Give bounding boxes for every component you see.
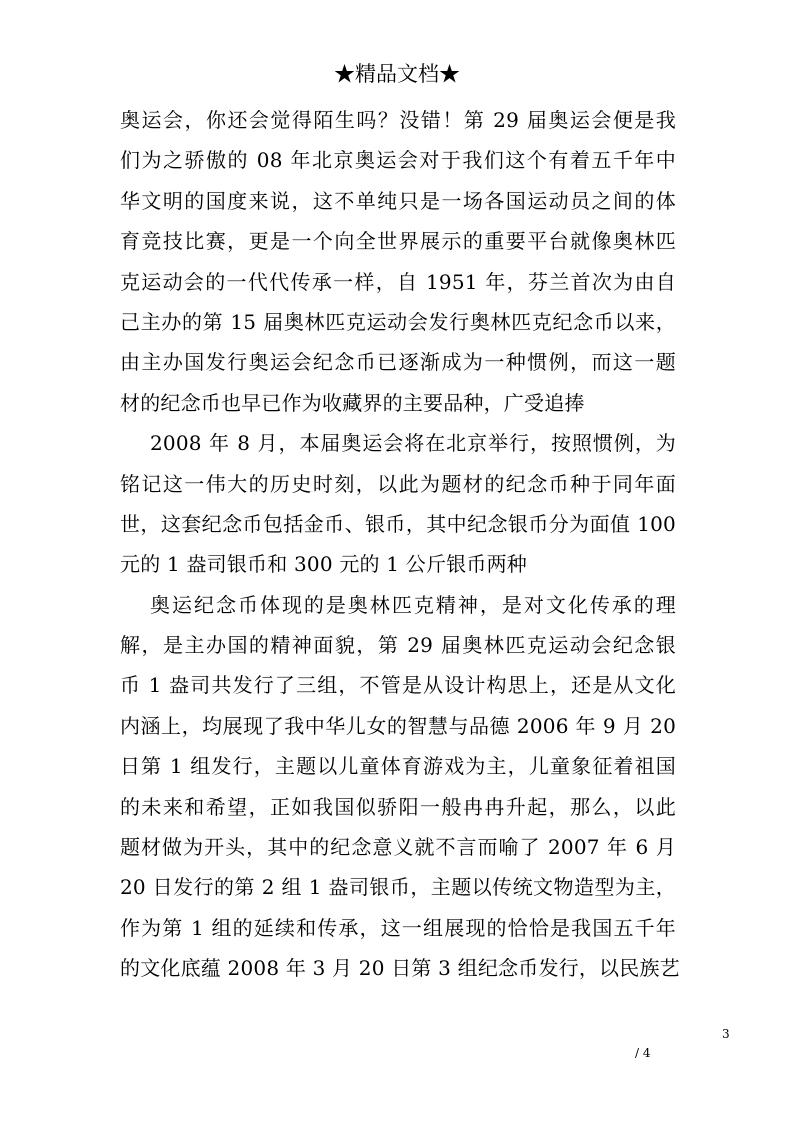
text-line: 育竞技比赛，更是一个向全世界展示的重要平台就像奥林匹 bbox=[120, 229, 676, 254]
text-line: 材的纪念币也早已作为收藏界的主要品种，广受追捧 bbox=[120, 390, 585, 415]
text-line: 解，是主办国的精神面貌，第 29 届奥林匹克运动会纪念银 bbox=[120, 633, 676, 658]
text-line: 的文化底蕴 2008 年 3 月 20 日第 3 组纪念币发行，以民族艺 bbox=[120, 956, 680, 981]
text-line: 币 1 盎司共发行了三组，不管是从设计构思上，还是从文化 bbox=[120, 673, 676, 698]
text-line: 内涵上，均展现了我中华儿女的智慧与品德 2006 年 9 月 20 bbox=[120, 713, 676, 738]
text-line: 2008 年 8 月，本届奥运会将在北京举行，按照惯例，为 bbox=[150, 431, 676, 456]
page-number: 3 bbox=[722, 1027, 730, 1041]
text-line: 克运动会的一代代传承一样，自 1951 年，芬兰首次为由自 bbox=[120, 269, 676, 294]
document-body bbox=[120, 100, 680, 989]
text-line: 们为之骄傲的 08 年北京奥运会对于我们这个有着五千年中 bbox=[120, 148, 676, 173]
text-line: 题材做为开头，其中的纪念意义就不言而喻了 2007 年 6 月 bbox=[120, 835, 676, 860]
text-line: 元的 1 盎司银币和 300 元的 1 公斤银币两种 bbox=[120, 552, 527, 577]
text-line: 世，这套纪念币包括金币、银币，其中纪念银币分为面值 100 bbox=[120, 511, 676, 536]
text-line: 日第 1 组发行，主题以儿童体育游戏为主，儿童象征着祖国 bbox=[120, 754, 676, 779]
text-line: 奥运会，你还会觉得陌生吗？没错！第 29 届奥运会便是我 bbox=[120, 108, 676, 132]
text-line: 己主办的第 15 届奥林匹克运动会发行奥林匹克纪念币以来， bbox=[120, 309, 676, 334]
text-line: 铭记这一伟大的历史时刻，以此为题材的纪念币种于同年面 bbox=[120, 471, 676, 496]
page-total: / 4 bbox=[635, 1046, 651, 1060]
page-header-title: ★精品文档★ bbox=[334, 62, 460, 86]
text-line: 的未来和希望，正如我国似骄阳一般冉冉升起，那么，以此 bbox=[120, 794, 676, 819]
text-line: 奥运纪念币体现的是奥林匹克精神，是对文化传承的理 bbox=[150, 592, 676, 617]
text-line: 华文明的国度来说，这不单纯只是一场各国运动员之间的体 bbox=[120, 188, 676, 213]
text-line: 作为第 1 组的延续和传承，这一组展现的恰恰是我国五千年 bbox=[120, 915, 676, 940]
text-line: 20 日发行的第 2 组 1 盎司银币，主题以传统文物造型为主， bbox=[120, 875, 676, 900]
text-line: 由主办国发行奥运会纪念币已逐渐成为一种惯例，而这一题 bbox=[120, 350, 676, 375]
